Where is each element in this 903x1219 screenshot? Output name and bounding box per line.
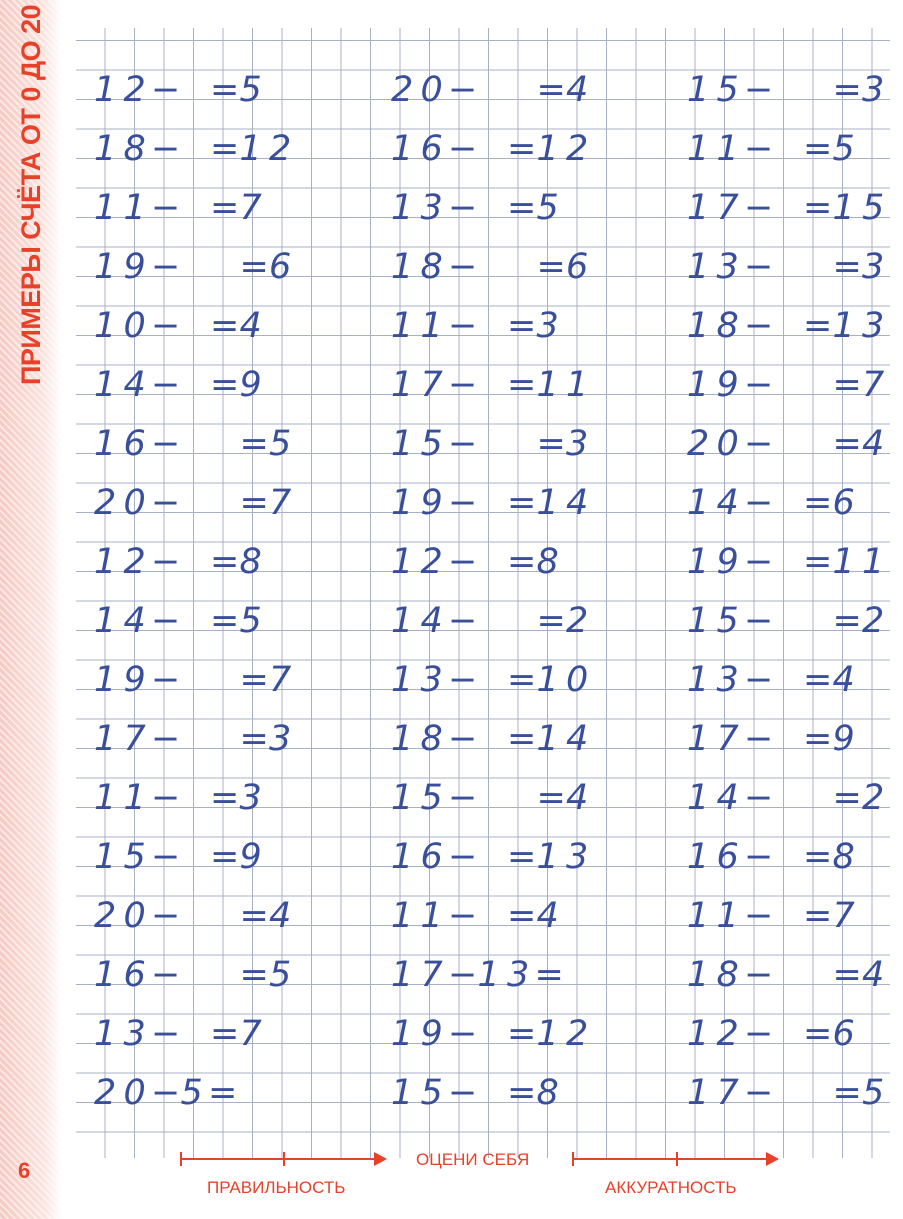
minus-sign: − [448, 1073, 478, 1113]
minuend-digit: 2 [123, 70, 146, 110]
minus-sign: − [448, 483, 478, 523]
minus-sign: − [448, 955, 478, 995]
minuend-digit: 0 [420, 70, 443, 110]
result-digit: 9 [239, 365, 262, 405]
equals-sign: = [239, 660, 269, 700]
equals-sign: = [239, 955, 269, 995]
equals-sign: = [832, 247, 862, 287]
result-digit: 6 [566, 247, 589, 287]
result-digit: 7 [239, 1014, 262, 1054]
minuend-digit: 4 [716, 778, 739, 818]
equals-sign: = [536, 70, 566, 110]
minus-sign: − [744, 601, 774, 641]
minus-sign: − [448, 306, 478, 346]
result-digit: 5 [536, 188, 559, 228]
minuend-digit: 2 [94, 1073, 117, 1113]
result-digit: 3 [862, 70, 885, 110]
result-digit: 6 [832, 483, 855, 523]
minus-sign: − [744, 719, 774, 759]
minuend-digit: 1 [687, 778, 710, 818]
minuend-digit: 1 [687, 719, 710, 759]
result-digit: 4 [566, 719, 589, 759]
result-digit: 9 [239, 837, 262, 877]
minus-sign: − [151, 1073, 181, 1113]
equals-sign: = [507, 1073, 537, 1113]
result-digit: 3 [239, 778, 262, 818]
minuend-digit: 4 [420, 601, 443, 641]
minus-sign: − [151, 1014, 181, 1054]
equals-sign: = [803, 129, 833, 169]
equals-sign: = [534, 955, 564, 995]
result-digit: 8 [832, 837, 855, 877]
correctness-rating-bar[interactable] [180, 1158, 375, 1160]
minuend-digit: 1 [391, 837, 414, 877]
minuend-digit: 1 [687, 247, 710, 287]
minuend-digit: 2 [391, 70, 414, 110]
minus-sign: − [151, 306, 181, 346]
neatness-rating-bar[interactable] [572, 1158, 767, 1160]
equals-sign: = [210, 542, 240, 582]
minuend-digit: 2 [123, 542, 146, 582]
minuend-digit: 1 [391, 129, 414, 169]
minus-sign: − [151, 896, 181, 936]
equals-sign: = [536, 601, 566, 641]
result-digit: 6 [832, 1014, 855, 1054]
minuend-digit: 2 [94, 896, 117, 936]
result-digit: 7 [269, 660, 292, 700]
minuend-digit: 1 [391, 306, 414, 346]
equals-sign: = [536, 424, 566, 464]
result-digit: 1 [832, 306, 855, 346]
minuend-digit: 1 [94, 660, 117, 700]
result-digit: 4 [566, 483, 589, 523]
minuend-digit: 1 [94, 542, 117, 582]
minuend-digit: 8 [716, 955, 739, 995]
minus-sign: − [448, 601, 478, 641]
minuend-digit: 5 [420, 778, 443, 818]
minuend-digit: 1 [391, 660, 414, 700]
minus-sign: − [744, 955, 774, 995]
result-digit: 4 [239, 306, 262, 346]
result-digit: 4 [566, 70, 589, 110]
result-digit: 0 [566, 660, 589, 700]
result-digit: 3 [536, 306, 559, 346]
minuend-digit: 2 [716, 1014, 739, 1054]
subtrahend-digit: 5 [180, 1073, 203, 1113]
minus-sign: − [151, 660, 181, 700]
minuend-digit: 1 [687, 601, 710, 641]
minuend-digit: 1 [687, 837, 710, 877]
result-digit: 8 [239, 542, 262, 582]
result-digit: 9 [832, 719, 855, 759]
equals-sign: = [803, 542, 833, 582]
result-digit: 1 [239, 129, 262, 169]
equals-sign: = [507, 483, 537, 523]
equals-sign: = [507, 365, 537, 405]
minuend-digit: 7 [123, 719, 146, 759]
minuend-digit: 1 [94, 306, 117, 346]
equals-sign: = [507, 1014, 537, 1054]
minuend-digit: 1 [391, 188, 414, 228]
minuend-digit: 1 [94, 365, 117, 405]
result-digit: 7 [862, 365, 885, 405]
result-digit: 6 [269, 247, 292, 287]
self-assess-label: ОЦЕНИ СЕБЯ [416, 1150, 530, 1169]
equals-sign: = [507, 306, 537, 346]
minus-sign: − [448, 837, 478, 877]
minuend-digit: 3 [123, 1014, 146, 1054]
equals-sign: = [832, 365, 862, 405]
minuend-digit: 9 [420, 1014, 443, 1054]
minuend-digit: 1 [94, 837, 117, 877]
minuend-digit: 7 [420, 955, 443, 995]
minuend-digit: 1 [391, 542, 414, 582]
minuend-digit: 5 [123, 837, 146, 877]
minuend-digit: 1 [687, 896, 710, 936]
minus-sign: − [448, 188, 478, 228]
minus-sign: − [448, 1014, 478, 1054]
equals-sign: = [507, 719, 537, 759]
minus-sign: − [744, 306, 774, 346]
result-digit: 5 [239, 601, 262, 641]
equals-sign: = [832, 955, 862, 995]
result-digit: 3 [566, 424, 589, 464]
minuend-digit: 8 [716, 306, 739, 346]
minus-sign: − [744, 542, 774, 582]
minuend-digit: 1 [687, 955, 710, 995]
minuend-digit: 1 [391, 719, 414, 759]
equals-sign: = [239, 424, 269, 464]
minus-sign: − [151, 70, 181, 110]
minuend-digit: 1 [420, 896, 443, 936]
minus-sign: − [448, 70, 478, 110]
equals-sign: = [210, 70, 240, 110]
minuend-digit: 1 [687, 188, 710, 228]
minus-sign: − [744, 70, 774, 110]
equals-sign: = [210, 601, 240, 641]
equals-sign: = [239, 719, 269, 759]
minuend-digit: 3 [420, 188, 443, 228]
minuend-digit: 1 [94, 424, 117, 464]
minus-sign: − [744, 247, 774, 287]
minuend-digit: 1 [687, 660, 710, 700]
minuend-digit: 1 [94, 719, 117, 759]
equals-sign: = [803, 306, 833, 346]
neatness-label: АККУРАТНОСТЬ [605, 1178, 737, 1197]
result-digit: 4 [536, 896, 559, 936]
minuend-digit: 6 [420, 837, 443, 877]
minus-sign: − [151, 483, 181, 523]
result-digit: 1 [536, 1014, 559, 1054]
result-digit: 7 [269, 483, 292, 523]
minuend-digit: 2 [420, 542, 443, 582]
minus-sign: − [744, 778, 774, 818]
minuend-digit: 1 [94, 188, 117, 228]
minus-sign: − [448, 424, 478, 464]
result-digit: 1 [862, 542, 885, 582]
result-digit: 5 [239, 70, 262, 110]
result-digit: 1 [832, 188, 855, 228]
minuend-digit: 1 [391, 896, 414, 936]
result-digit: 1 [536, 365, 559, 405]
result-digit: 5 [832, 129, 855, 169]
result-digit: 1 [536, 837, 559, 877]
minuend-digit: 7 [716, 1073, 739, 1113]
minus-sign: − [151, 601, 181, 641]
minus-sign: − [151, 247, 181, 287]
minuend-digit: 1 [687, 483, 710, 523]
minuend-digit: 1 [94, 1014, 117, 1054]
minus-sign: − [448, 719, 478, 759]
minus-sign: − [744, 483, 774, 523]
minuend-digit: 1 [391, 424, 414, 464]
result-digit: 1 [536, 719, 559, 759]
result-digit: 4 [862, 955, 885, 995]
equals-sign: = [536, 778, 566, 818]
minuend-digit: 1 [94, 70, 117, 110]
minus-sign: − [744, 129, 774, 169]
minuend-digit: 6 [123, 424, 146, 464]
minuend-digit: 1 [687, 306, 710, 346]
minuend-digit: 1 [391, 1073, 414, 1113]
minus-sign: − [151, 955, 181, 995]
minus-sign: − [151, 837, 181, 877]
equals-sign: = [803, 188, 833, 228]
result-digit: 4 [269, 896, 292, 936]
minus-sign: − [151, 424, 181, 464]
equals-sign: = [210, 188, 240, 228]
minus-sign: − [744, 365, 774, 405]
arrow-right-icon [766, 1152, 779, 1166]
equals-sign: = [239, 483, 269, 523]
equals-sign: = [832, 601, 862, 641]
minus-sign: − [151, 778, 181, 818]
minuend-digit: 1 [391, 778, 414, 818]
subtrahend-digit: 3 [507, 955, 530, 995]
result-digit: 3 [862, 247, 885, 287]
minus-sign: − [744, 424, 774, 464]
equals-sign: = [832, 1073, 862, 1113]
minuend-digit: 1 [94, 778, 117, 818]
minus-sign: − [448, 365, 478, 405]
equals-sign: = [507, 837, 537, 877]
result-digit: 2 [862, 778, 885, 818]
equals-sign: = [210, 306, 240, 346]
minuend-digit: 0 [123, 483, 146, 523]
minuend-digit: 6 [420, 129, 443, 169]
result-digit: 1 [832, 542, 855, 582]
minuend-digit: 4 [123, 365, 146, 405]
minuend-digit: 1 [94, 129, 117, 169]
equals-sign: = [210, 837, 240, 877]
equals-sign: = [239, 896, 269, 936]
minus-sign: − [151, 719, 181, 759]
minus-sign: − [448, 660, 478, 700]
minuend-digit: 1 [391, 1014, 414, 1054]
minus-sign: − [448, 247, 478, 287]
minuend-digit: 1 [716, 896, 739, 936]
equals-sign: = [832, 778, 862, 818]
result-digit: 4 [832, 660, 855, 700]
minuend-digit: 1 [716, 129, 739, 169]
minuend-digit: 7 [716, 188, 739, 228]
result-digit: 3 [269, 719, 292, 759]
minuend-digit: 1 [687, 365, 710, 405]
minus-sign: − [744, 1073, 774, 1113]
equals-sign: = [507, 896, 537, 936]
minus-sign: − [448, 542, 478, 582]
minuend-digit: 2 [687, 424, 710, 464]
minuend-digit: 1 [391, 601, 414, 641]
result-digit: 5 [269, 955, 292, 995]
minuend-digit: 1 [391, 955, 414, 995]
equals-sign: = [239, 247, 269, 287]
minuend-digit: 6 [123, 955, 146, 995]
minuend-digit: 1 [123, 188, 146, 228]
minuend-digit: 1 [687, 1014, 710, 1054]
result-digit: 1 [536, 483, 559, 523]
equals-sign: = [210, 129, 240, 169]
minuend-digit: 5 [420, 1073, 443, 1113]
minuend-digit: 8 [123, 129, 146, 169]
result-digit: 5 [862, 1073, 885, 1113]
minuend-digit: 2 [94, 483, 117, 523]
correctness-label: ПРАВИЛЬНОСТЬ [207, 1178, 346, 1197]
equals-sign: = [210, 1014, 240, 1054]
equals-sign: = [208, 1073, 238, 1113]
equals-sign: = [507, 188, 537, 228]
minuend-digit: 4 [716, 483, 739, 523]
equals-sign: = [507, 660, 537, 700]
minuend-digit: 1 [94, 955, 117, 995]
arrow-right-icon [374, 1152, 387, 1166]
result-digit: 1 [536, 129, 559, 169]
minuend-digit: 1 [391, 365, 414, 405]
minus-sign: − [744, 188, 774, 228]
minus-sign: − [744, 660, 774, 700]
result-digit: 2 [269, 129, 292, 169]
section-title: ПРИМЕРЫ СЧЁТА ОТ 0 ДО 20 [16, 4, 46, 385]
equals-sign: = [803, 896, 833, 936]
minuend-digit: 1 [420, 306, 443, 346]
minuend-digit: 9 [420, 483, 443, 523]
result-digit: 8 [536, 542, 559, 582]
result-digit: 4 [566, 778, 589, 818]
result-digit: 1 [566, 365, 589, 405]
result-digit: 8 [536, 1073, 559, 1113]
equals-sign: = [210, 365, 240, 405]
equals-sign: = [832, 70, 862, 110]
minuend-digit: 8 [420, 247, 443, 287]
result-digit: 1 [536, 660, 559, 700]
minuend-digit: 1 [94, 601, 117, 641]
minuend-digit: 9 [123, 247, 146, 287]
minus-sign: − [448, 129, 478, 169]
result-digit: 7 [239, 188, 262, 228]
minuend-digit: 5 [716, 70, 739, 110]
minuend-digit: 5 [716, 601, 739, 641]
minus-sign: − [448, 778, 478, 818]
minuend-digit: 5 [420, 424, 443, 464]
minus-sign: − [151, 188, 181, 228]
minus-sign: − [448, 896, 478, 936]
minuend-digit: 3 [420, 660, 443, 700]
minus-sign: − [744, 837, 774, 877]
minuend-digit: 0 [123, 896, 146, 936]
minus-sign: − [744, 896, 774, 936]
minuend-digit: 0 [123, 1073, 146, 1113]
minuend-digit: 6 [716, 837, 739, 877]
page-number: 6 [18, 1158, 31, 1183]
result-digit: 2 [862, 601, 885, 641]
minuend-digit: 1 [687, 1073, 710, 1113]
minuend-digit: 9 [123, 660, 146, 700]
minus-sign: − [151, 542, 181, 582]
equals-sign: = [210, 778, 240, 818]
equals-sign: = [832, 424, 862, 464]
equals-sign: = [536, 247, 566, 287]
result-digit: 5 [269, 424, 292, 464]
minuend-digit: 4 [123, 601, 146, 641]
minus-sign: − [744, 1014, 774, 1054]
result-digit: 4 [862, 424, 885, 464]
minuend-digit: 7 [716, 719, 739, 759]
minuend-digit: 0 [123, 306, 146, 346]
equals-sign: = [507, 542, 537, 582]
minuend-digit: 7 [420, 365, 443, 405]
minuend-digit: 3 [716, 247, 739, 287]
result-digit: 3 [566, 837, 589, 877]
minuend-digit: 8 [420, 719, 443, 759]
subtrahend-digit: 1 [477, 955, 500, 995]
minus-sign: − [151, 129, 181, 169]
minuend-digit: 1 [391, 247, 414, 287]
result-digit: 3 [862, 306, 885, 346]
equals-sign: = [803, 483, 833, 523]
result-digit: 2 [566, 601, 589, 641]
equals-sign: = [803, 719, 833, 759]
result-digit: 5 [862, 188, 885, 228]
equals-sign: = [507, 129, 537, 169]
minuend-digit: 1 [94, 247, 117, 287]
minuend-digit: 1 [687, 70, 710, 110]
minuend-digit: 1 [123, 778, 146, 818]
equals-sign: = [803, 660, 833, 700]
minuend-digit: 1 [391, 483, 414, 523]
result-digit: 2 [566, 1014, 589, 1054]
minuend-digit: 9 [716, 542, 739, 582]
minuend-digit: 9 [716, 365, 739, 405]
minuend-digit: 1 [687, 129, 710, 169]
equals-sign: = [803, 1014, 833, 1054]
result-digit: 7 [832, 896, 855, 936]
minuend-digit: 3 [716, 660, 739, 700]
minuend-digit: 0 [716, 424, 739, 464]
minuend-digit: 1 [687, 542, 710, 582]
minus-sign: − [151, 365, 181, 405]
result-digit: 2 [566, 129, 589, 169]
equals-sign: = [803, 837, 833, 877]
side-strip [0, 0, 62, 1219]
